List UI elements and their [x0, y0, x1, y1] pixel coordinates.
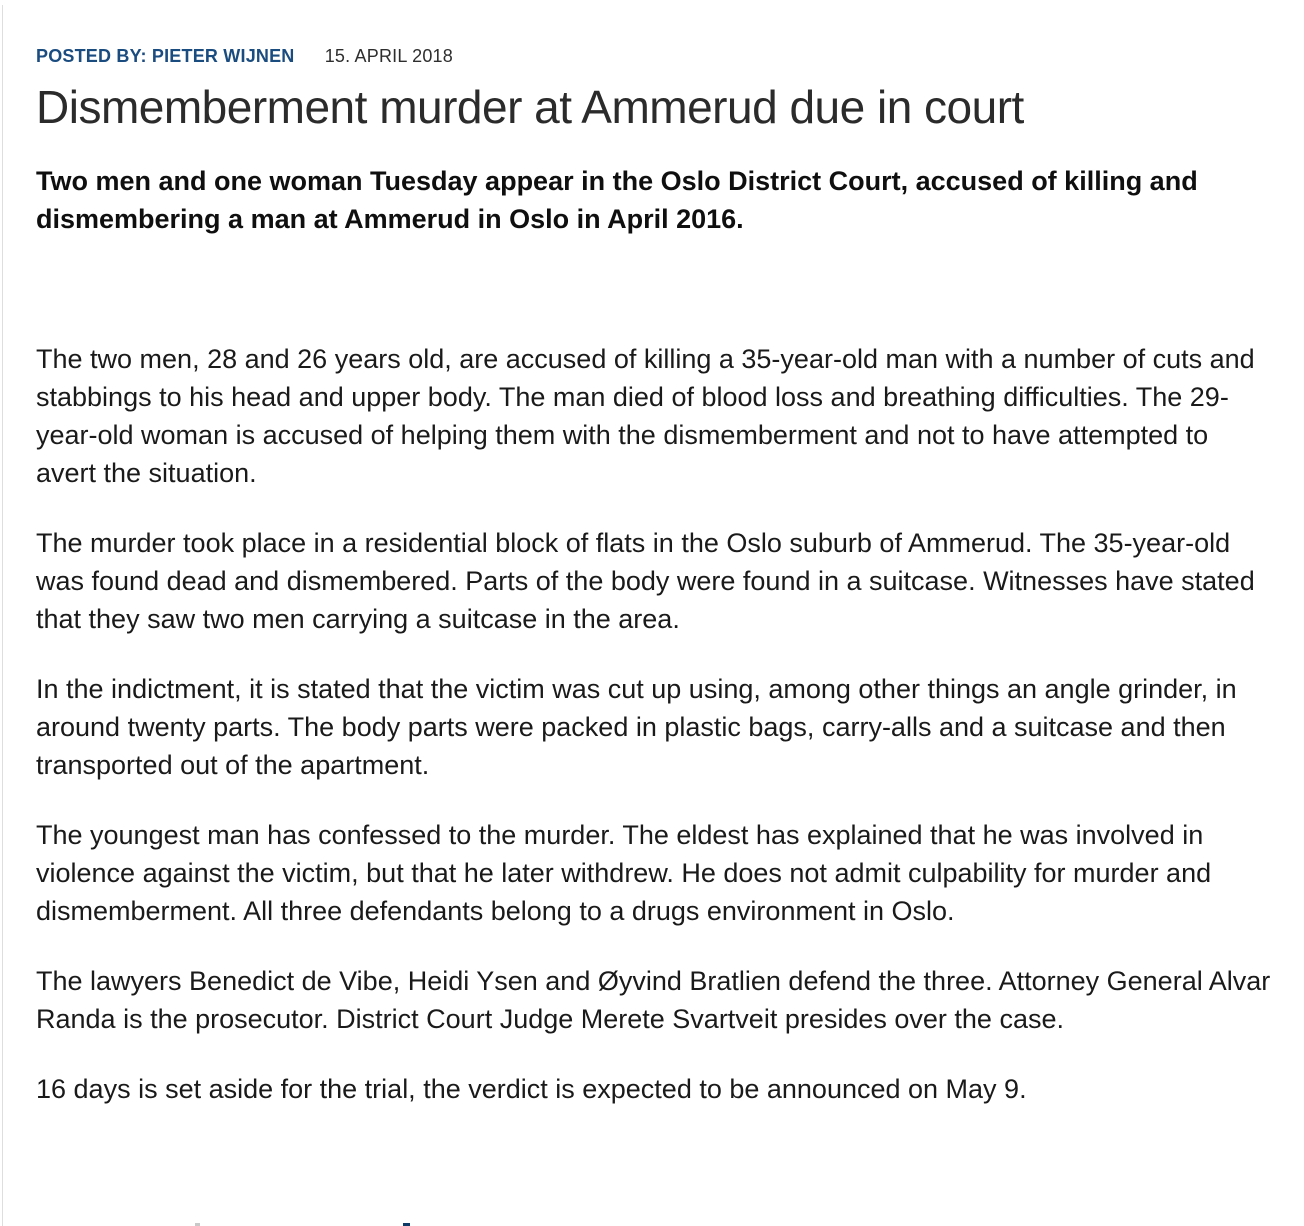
author-link[interactable]: PIETER WIJNEN [151, 46, 295, 66]
article-headline: Dismemberment murder at Ammerud due in court [36, 81, 1024, 133]
article-lede: Two men and one woman Tuesday appear in the Oslo District Court, accused of killing and dismembering a man at Ammerud in Oslo in April 2016. [36, 166, 1198, 234]
article-meta [36, 46, 1272, 66]
article-paragraph: The youngest man has confessed to the murder. The eldest has explained that he was involved in violence against the victim, but that he later withdrew. He does not admit culpability for murder and dismemberment. All three defendants belong to a drugs environment in Oslo. [36, 820, 1212, 926]
article-paragraph: 16 days is set aside for the trial, the verdict is expected to be announced on May 9. [36, 1074, 1027, 1104]
article-body [36, 340, 1272, 1108]
article-paragraph: In the indictment, it is stated that the victim was cut up using, among other things an angle grinder, in around twenty parts. The body parts were packed in plastic bags, carry-alls and a suitcase and then transported out of the apartment. [36, 674, 1237, 780]
article-paragraph: The lawyers Benedict de Vibe, Heidi Ysen and Øyvind Bratlien defend the three. Attorney General Alvar Randa is the prosecutor. District Court Judge Merete Svartveit presides over the case. [36, 966, 1271, 1034]
article-paragraph: The two men, 28 and 26 years old, are accused of killing a 35-year-old man with a number of cuts and stabbings to his head and upper body. The man died of blood loss and breathing difficulties. The 29-year-old woman is accused of helping them with the dismemberment and not to have attempted to avert the situation. [36, 344, 1255, 488]
posted-by-label: POSTED BY: [36, 46, 147, 66]
page-left-border [2, 5, 3, 1226]
article-paragraph: The murder took place in a residential block of flats in the Oslo suburb of Ammerud. The 35-year-old was found dead and dismembered. Parts of the body were found in a suitcase. Witnesses have stated that they saw two men carrying a suitcase in the area. [36, 528, 1255, 634]
article-date: 15. APRIL 2018 [324, 46, 453, 66]
